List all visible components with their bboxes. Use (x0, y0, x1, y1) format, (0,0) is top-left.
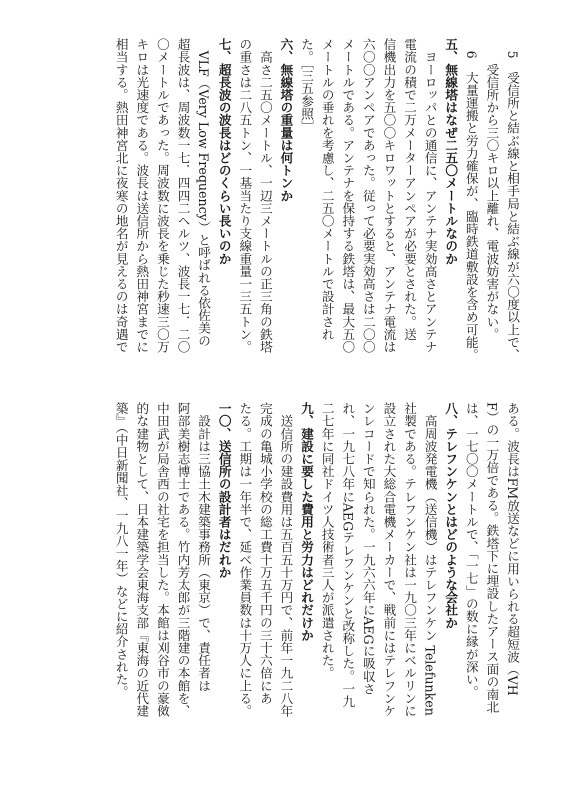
text-line: キロは光速度である。波長は送信所から熱田神宮までに (134, 38, 150, 353)
text-line: 電流の積で二万メーターアンペアが必要とされた。送 (402, 38, 418, 341)
text-line: 完成の亀城小学校の総工費十万五千円の三十六倍にあ (257, 402, 273, 705)
text-line: 受信所から三〇キロ以上離れ、電波妨害がない。 (484, 38, 500, 341)
text-line: は、一七〇〇メートルで、「一七」の数に縁が深い。 (463, 402, 479, 699)
text-line: 相当する。熱田神宮北に夜寒の地名が見えるのは奇遇で (113, 38, 129, 353)
section-heading: 六、無線塔の重量は何トンか (278, 38, 294, 202)
text-line: 六〇〇アンペアであった。従って必要実効高さは二〇〇 (360, 38, 376, 353)
text-line: 社製である。テレフンケン社は一九〇三年にベルリンに (402, 402, 418, 717)
section-heading: 九、建設に要した費用と労力はどれだけか (299, 402, 315, 642)
text-line: メートルである。アンテナを保持する鉄塔は、最大五〇 (340, 38, 356, 353)
text-line: 〇メートルであった。周波数に波長を乗じた秒速三〇万 (154, 38, 170, 353)
text-line: れ、一九七八年にAEGテレフンケンと改称した。一九 (340, 402, 356, 708)
text-line: 送信所の建設費用は五百五十万円で、前年一九二八年 (278, 402, 294, 717)
section-heading: 七、超長波の波長はどのくらい長いのか (216, 38, 232, 265)
text-line: F）の一万倍である。鉄塔下に埋設したアース面の南北 (484, 402, 500, 714)
text-line: 6 大量運搬と労力確保が、臨時鉄道敷設を含め可能。 (463, 38, 479, 362)
text-line: 設立された大総合電機メーカーで、戦前にはテレフンケ (381, 402, 397, 717)
text-line: 信機出力を五〇〇キロワットとすると、アンテナ電流は (381, 38, 397, 353)
text-line: 二七年に同社ドイツ人技術者三人が派遣された。 (319, 402, 335, 680)
lower-text-block (30, 402, 522, 732)
text-line: ヨーロッパとの通信に、アンテナ実効高さとアンテナ (422, 38, 438, 353)
upper-text-block (30, 38, 522, 368)
text-line: 高周波発電機（送信機）はテレフンケン Telefunken (422, 402, 438, 716)
text-line: 中田武が局舎西の社宅を担当した。本館は刈谷市の豪傚 (154, 402, 170, 717)
text-line: メートルの垂れを考慮し、二五〇メートルで設計され (319, 38, 335, 341)
text-line: 5 受信所と結ぶ線と相手局と結ぶ線が六〇度以上で、 (505, 38, 520, 362)
text-line: 的な建物として、日本建築学会東海支部『東海の近代建 (134, 402, 150, 717)
text-line: たる。工期は一年半で、延べ作業員数は十万人に上る。 (237, 402, 253, 717)
text-line: た。［三五参照］ (299, 38, 315, 133)
text-line: ある。波長はFM放送などに用いられる超短波（VH (505, 402, 520, 696)
text-line: 高さ二五〇メートル、一辺三メートルの正三角の鉄塔 (257, 38, 273, 353)
text-line: 設計は三協土木建築事務所（東京）で、責任者は (196, 402, 212, 692)
section-heading: 五、無線塔はなぜ二五〇メートルなのか (443, 38, 459, 265)
section-heading: 八、テレフンケンとはどのような会社か (443, 402, 459, 629)
text-line: 超長波は、周波数一七．四四二ヘルツ、波長一七．二〇 (175, 38, 191, 353)
text-line: VLF（Very Low Frequency）と呼ばれる依佐美の (196, 38, 212, 347)
text-line: 阿部美樹志博士である。竹内芳太郎が三階建の本館を、 (175, 402, 191, 717)
text-line: の重さは二八五トン、一基当たり支線重量一三五トン。 (237, 38, 253, 353)
text-line: 築』（中日新聞社、一九八一年）などに紹介された。 (113, 402, 129, 699)
text-line: ンレコードで知られた。一九六六年にAEGに吸収さ (360, 402, 376, 695)
section-heading: 一〇、送信所の設計者はだれか (216, 402, 232, 579)
